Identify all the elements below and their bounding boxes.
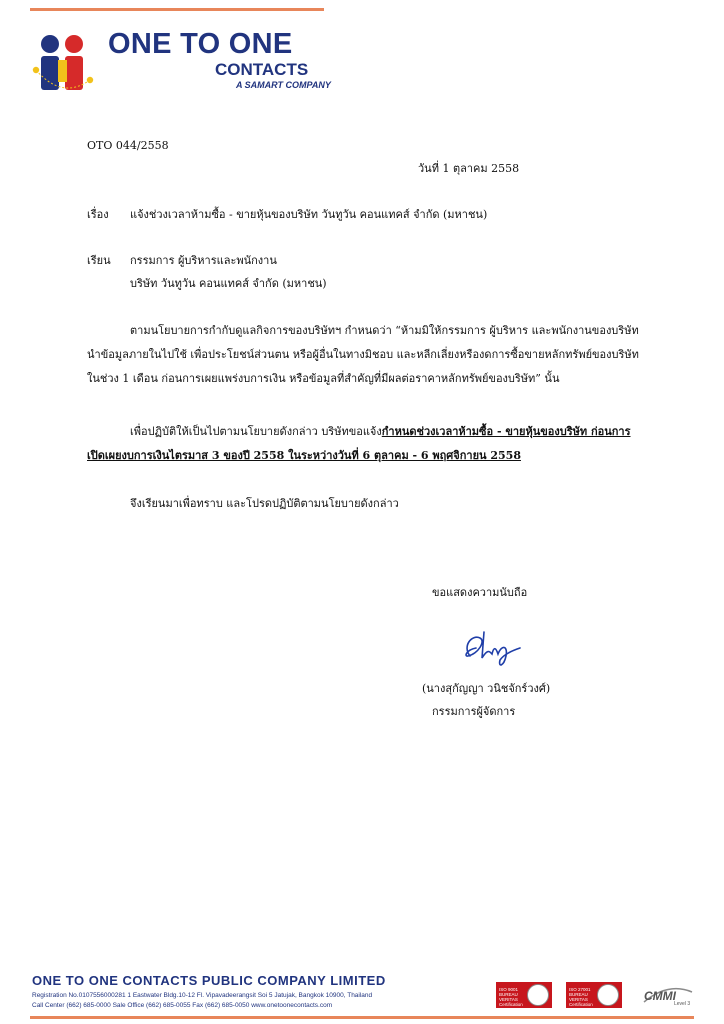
recipient-line-2: บริษัท วันทูวัน คอนแทคส์ จำกัด (มหาชน) bbox=[130, 277, 327, 290]
paragraph-1-line-2: นำข้อมูลภายในไปใช้ เพื่อประโยชน์ส่วนตน หรือผู้อื่นในทางมิชอบ และหลีกเลี่ยงหรืองดการซื้อขายหลักทรัพย์ของบริษัท bbox=[87, 348, 639, 361]
cmmi-level: Level 3 bbox=[674, 1001, 691, 1007]
certification-seal-icon bbox=[597, 984, 619, 1006]
subject-text: แจ้งช่วงเวลาห้ามซื้อ - ขายหุ้นของบริษัท วันทูวัน คอนแทคส์ จำกัด (มหาชน) bbox=[130, 208, 488, 221]
signature-icon bbox=[458, 626, 528, 670]
certification-seal-icon bbox=[527, 984, 549, 1006]
footer-company-name: ONE TO ONE CONTACTS PUBLIC COMPANY LIMITED bbox=[32, 973, 386, 988]
paragraph-2-line-1 bbox=[130, 425, 631, 439]
blackout-period-emphasis-2: เปิดเผยงบการเงินไตรมาส 3 ของปี 2558 ในระหว่างวันที่ 6 ตุลาคม - 6 พฤศจิกายน 2558 bbox=[87, 449, 521, 462]
signer-name: (นางสุกัญญา วนิชจักร์วงศ์) bbox=[422, 682, 551, 695]
header-accent-rule bbox=[30, 8, 324, 11]
paragraph-3: จึงเรียนมาเพื่อทราบ และโปรดปฏิบัติตามนโยบายดังกล่าว bbox=[130, 497, 399, 510]
blackout-period-emphasis-1: กำหนดช่วงเวลาห้ามซื้อ - ขายหุ้นของบริษัท ก่อนการ bbox=[381, 425, 631, 438]
brand-subname: CONTACTS bbox=[215, 60, 309, 79]
cmmi-label: CMMI bbox=[644, 989, 676, 1003]
paragraph-1-line-1: ตามนโยบายการกำกับดูแลกิจการของบริษัทฯ กำหนดว่า “ห้ามมิให้กรรมการ ผู้บริหาร และพนักงานของบริษัท bbox=[130, 324, 639, 337]
footer-contacts: Call Center (662) 685-0000 Sale Office (662) 685-0055 Fax (662) 685-0050 www.onetoonecontacts.com bbox=[32, 1002, 333, 1009]
cmmi-level-badge bbox=[640, 980, 696, 1010]
brand-tagline: A SAMART COMPANY bbox=[236, 80, 331, 90]
company-logo-icon bbox=[32, 30, 98, 96]
footer-registration: Registration No.0107556000281 1 Eastwater Bldg.10-12 Fl. Vipavadeerangsit Soi 5 Jatujak, Bangkok 10900, Thailand bbox=[32, 992, 373, 999]
brand-name: ONE TO ONE bbox=[108, 28, 293, 60]
closing-salutation: ขอแสดงความนับถือ bbox=[432, 586, 528, 599]
recipient-label: เรียน bbox=[87, 254, 111, 267]
footer-accent-rule bbox=[30, 1016, 694, 1019]
iso-27001-certification-badge: ISO 27001 BUREAU VERITAS Certification bbox=[566, 982, 622, 1008]
reference-number: OTO 044/2558 bbox=[87, 139, 169, 152]
subject-label: เรื่อง bbox=[87, 208, 109, 221]
letter-date: วันที่ 1 ตุลาคม 2558 bbox=[418, 162, 520, 175]
paragraph-2-lead: เพื่อปฏิบัติให้เป็นไปตามนโยบายดังกล่าว บริษัทขอแจ้ง bbox=[130, 425, 382, 438]
recipient-line-1: กรรมการ ผู้บริหารและพนักงาน bbox=[130, 254, 277, 267]
iso-9001-certification-badge: ISO 9001 BUREAU VERITAS Certification bbox=[496, 982, 552, 1008]
signer-title: กรรมการผู้จัดการ bbox=[432, 705, 516, 718]
paragraph-1-line-3: ในช่วง 1 เดือน ก่อนการเผยแพร่งบการเงิน หรือข้อมูลที่สำคัญที่มีผลต่อราคาหลักทรัพย์ของบริษัท” นั้น bbox=[87, 372, 560, 385]
